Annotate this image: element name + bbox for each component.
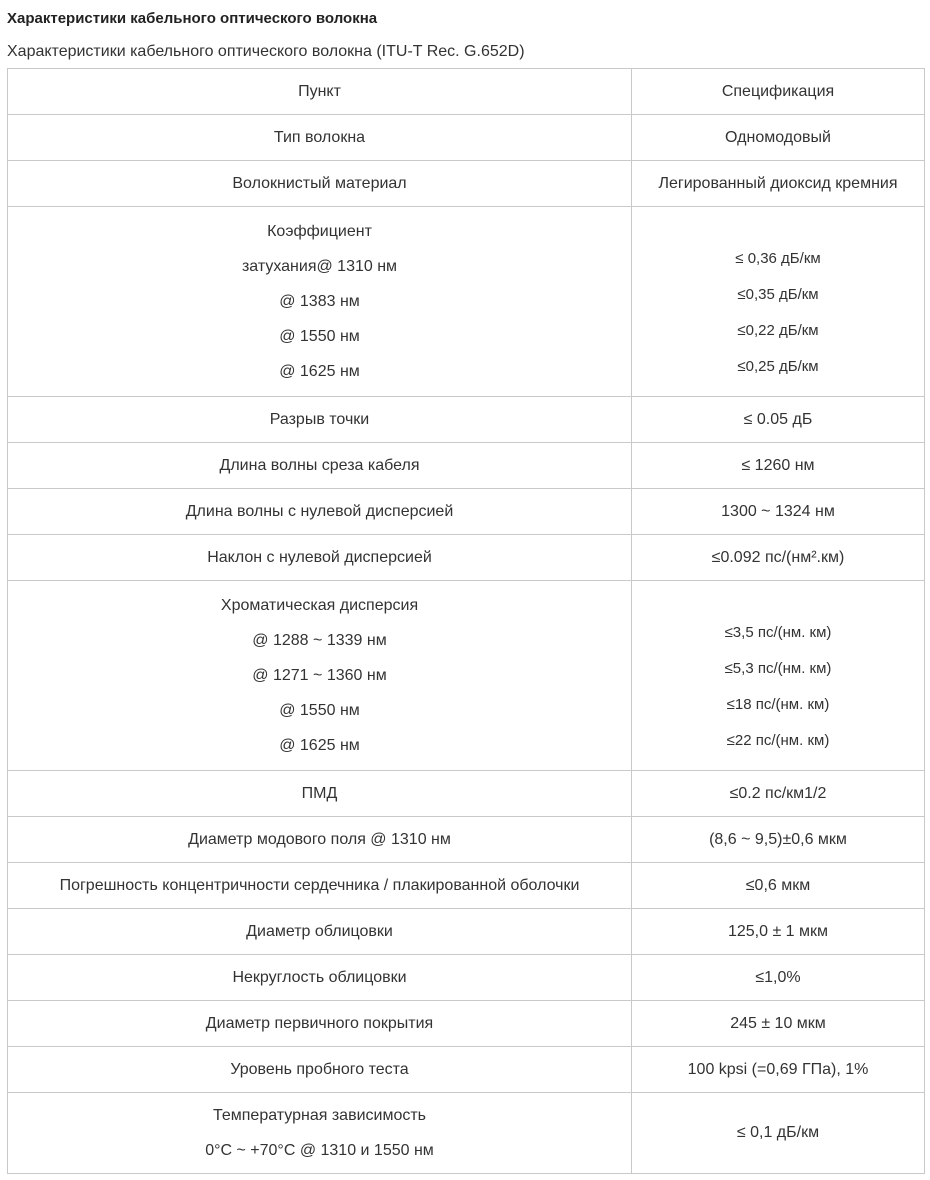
row-item-line: 0°C ~ +70°C @ 1310 и 1550 нм — [205, 1142, 434, 1159]
table-row — [8, 1047, 925, 1093]
row-item — [8, 207, 632, 397]
row-item: Разрыв точки — [8, 397, 632, 443]
table-row — [8, 581, 925, 771]
row-item — [8, 581, 632, 771]
row-item-line: Хроматическая дисперсия — [220, 597, 419, 614]
header-item: Пункт — [8, 69, 632, 115]
row-item — [8, 1093, 632, 1174]
table-row — [8, 207, 925, 397]
table-row — [8, 161, 925, 207]
row-spec-line: ≤0,22 дБ/км — [737, 321, 819, 339]
table-row — [8, 955, 925, 1001]
row-item-line: @ 1550 нм — [279, 702, 360, 719]
row-item-line: Температурная зависимость — [212, 1107, 427, 1124]
row-item: Длина волны с нулевой дисперсией — [8, 489, 632, 535]
header-spec: Спецификация — [632, 69, 925, 115]
row-spec-line: ≤3,5 пс/(нм. км) — [724, 623, 832, 641]
row-spec: 125,0 ± 1 мкм — [632, 909, 925, 955]
row-spec: 1300 ~ 1324 нм — [632, 489, 925, 535]
table-row — [8, 1093, 925, 1174]
section-heading: Характеристики кабельного оптического волокна — [7, 10, 378, 27]
table-row — [8, 863, 925, 909]
row-spec: ≤0.092 пс/(нм².км) — [632, 535, 925, 581]
table-row — [8, 397, 925, 443]
row-item-line: затухания@ 1310 нм — [241, 258, 398, 275]
row-item-line: @ 1625 нм — [279, 737, 360, 754]
row-spec: ≤0.2 пс/км1/2 — [632, 771, 925, 817]
table-caption: Характеристики кабельного оптического волокна (ITU-T Rec. G.652D) — [7, 43, 525, 60]
row-spec-line: ≤18 пс/(нм. км) — [726, 695, 830, 713]
row-spec: ≤1,0% — [632, 955, 925, 1001]
table-row — [8, 535, 925, 581]
row-spec: 100 kpsi (=0,69 ГПа), 1% — [632, 1047, 925, 1093]
row-spec-line: ≤22 пс/(нм. км) — [726, 731, 830, 749]
row-spec-line: ≤ 0,36 дБ/км — [735, 249, 821, 267]
row-item-line: @ 1550 нм — [279, 328, 360, 345]
table-row — [8, 1001, 925, 1047]
row-item-line: @ 1625 нм — [279, 363, 360, 380]
row-spec: Легированный диоксид кремния — [632, 161, 925, 207]
row-item: Диаметр первичного покрытия — [8, 1001, 632, 1047]
row-spec: 245 ± 10 мкм — [632, 1001, 925, 1047]
row-item-line: @ 1288 ~ 1339 нм — [252, 632, 387, 649]
table-row — [8, 909, 925, 955]
row-spec: ≤ 0.05 дБ — [632, 397, 925, 443]
row-item: Уровень пробного теста — [8, 1047, 632, 1093]
row-item: Тип волокна — [8, 115, 632, 161]
table-row — [8, 771, 925, 817]
row-spec: ≤ 1260 нм — [632, 443, 925, 489]
row-spec — [632, 207, 925, 397]
row-item: Наклон с нулевой дисперсией — [8, 535, 632, 581]
table-row — [8, 489, 925, 535]
row-item: Диаметр модового поля @ 1310 нм — [8, 817, 632, 863]
row-spec-line: ≤0,35 дБ/км — [737, 285, 819, 303]
row-item: Некруглость облицовки — [8, 955, 632, 1001]
row-spec-line: ≤5,3 пс/(нм. км) — [724, 659, 832, 677]
table-row — [8, 817, 925, 863]
row-spec-line: ≤0,25 дБ/км — [737, 357, 819, 375]
table-header-row — [8, 69, 925, 115]
row-spec: ≤ 0,1 дБ/км — [632, 1093, 925, 1174]
row-spec: Одномодовый — [632, 115, 925, 161]
row-item-line: @ 1383 нм — [279, 293, 360, 310]
table-row — [8, 115, 925, 161]
row-item: Волокнистый материал — [8, 161, 632, 207]
row-item: Погрешность концентричности сердечника / плакированной оболочки — [8, 863, 632, 909]
row-spec — [632, 581, 925, 771]
row-spec: (8,6 ~ 9,5)±0,6 мкм — [632, 817, 925, 863]
row-spec: ≤0,6 мкм — [632, 863, 925, 909]
row-item-line: @ 1271 ~ 1360 нм — [252, 667, 387, 684]
spec-table — [7, 68, 925, 1174]
row-item-line: Коэффициент — [267, 223, 372, 240]
row-item: ПМД — [8, 771, 632, 817]
table-row — [8, 443, 925, 489]
row-item: Диаметр облицовки — [8, 909, 632, 955]
row-item: Длина волны среза кабеля — [8, 443, 632, 489]
